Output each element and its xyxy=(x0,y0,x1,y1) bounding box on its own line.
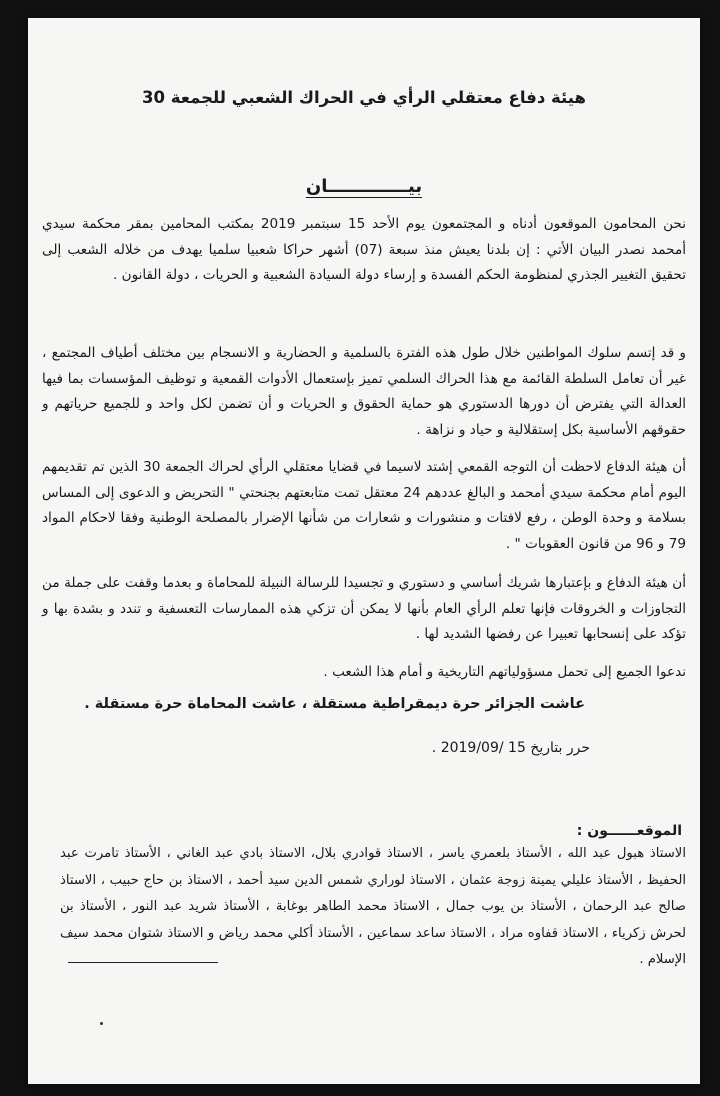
document-page xyxy=(28,18,700,1084)
signers-label: الموقعــــــون : xyxy=(576,823,682,839)
end-line xyxy=(68,962,218,963)
closing-slogan: عاشت الجزائر حرة ديمقراطية مستقلة ، عاشت المحاماة حرة مستقلة . xyxy=(84,696,585,712)
issue-date: حرر بتاريخ 15 /2019/09 . xyxy=(431,740,590,756)
paragraph-3: أن هيئة الدفاع لاحظت أن التوجه القمعي إشتد لاسيما في قضايا معتقلي الرأي لحراك الجمعة 30 الذين تم تقديمهم اليوم أمام محكمة سيدي أمحمد و البالغ عددهم 24 معتقل تمت متابعتهم بجنحتي " التحريض و الدعوى إلى المساس بسلامة و وحدة الوطن ، رفع لافتات و منشورات و شعارات من شأنها الإضرار بالمصلحة الوطنية وفقا لاحكام المواد 79 و 96 من قانون العقوبات " . xyxy=(42,459,686,552)
signers-list: الاستاذ هبول عبد الله ، الأستاذ بلعمري ياسر ، الاستاذ قوادري بلال، الاستاذ بادي عبد الغاني ، الأستاذ تامرت عبد الحفيظ ، الأستاذ عليلي يمينة زوجة عثمان ، الاستاذ لوراري شمس الدين سيد أحمد ، الاستاذ بن حاج حبيب ، الاستاذ صالح عبد الرحمان ، الأستاذ بن يوب جمال ، الاستاذ محمد الطاهر بوغابة ، الأستاذ شريد عبد النور ، الأستاذ بن لحرش زكرياء ، الاستاذ قفاوه مراد ، الاستاذ ساعد سماعين ، الأستاذ أكلي محمد رياض و الاستاذ شتوان محمد سيف الإسلام . xyxy=(60,846,686,967)
statement-heading-text: بيـــــــــــــان xyxy=(305,176,423,197)
paragraph-4: أن هيئة الدفاع و بإعتبارها شريك أساسي و دستوري و تجسيدا للرسالة النبيلة للمحاماة و بعدما وقفت على جملة من التجاوزات و الخروقات فإنها تعلم الرأي العام بأنها لا يمكن أن تزكي هذه الممارسات التعسفية و تندد و بشدة بها و تؤكد على إنسحابها تعبيرا عن رفضها الشديد لها . xyxy=(42,575,686,642)
stray-mark xyxy=(100,1022,103,1025)
paragraph-5: ندعوا الجميع إلى تحمل مسؤولياتهم التاريخية و أمام هذا الشعب . xyxy=(323,664,686,680)
paragraph-2: و قد إتسم سلوك المواطنين خلال طول هذه الفترة بالسلمية و الحضارية و الانسجام بين مختلف أطياف المجتمع ، غير أن تعامل السلطة القائمة مع هذا الحراك السلمي تميز بإستعمال الأدوات القمعية و توظيف المؤسسات بما فيها العدالة التي يفترض أن دورها الدستوري هو حماية الحقوق و الحريات و أن تضمن لكل واحد و للجميع حرياتهم و حقوقهم الأساسية بكل إستقلالية و حياد و نزاهة . xyxy=(42,345,686,438)
document-title: هيئة دفاع معتقلي الرأي في الحراك الشعبي للجمعة 30 xyxy=(142,88,586,107)
statement-heading xyxy=(28,176,700,197)
paragraph-1: نحن المحامون الموقعون أدناه و المجتمعون يوم الأحد 15 سبتمبر 2019 بمكتب المحامين بمقر محكمة سيدي أمحمد نصدر البيان الأتي : إن بلدنا يعيش منذ سبعة (07) أشهر حراكا شعبيا سلميا يهدف من خلاله الشعب إلى تحقيق التغيير الجذري لمنظومة الحكم الفسدة و إرساء دولة السيادة الشعبية و الحريات ، دولة القانون . xyxy=(42,216,686,283)
